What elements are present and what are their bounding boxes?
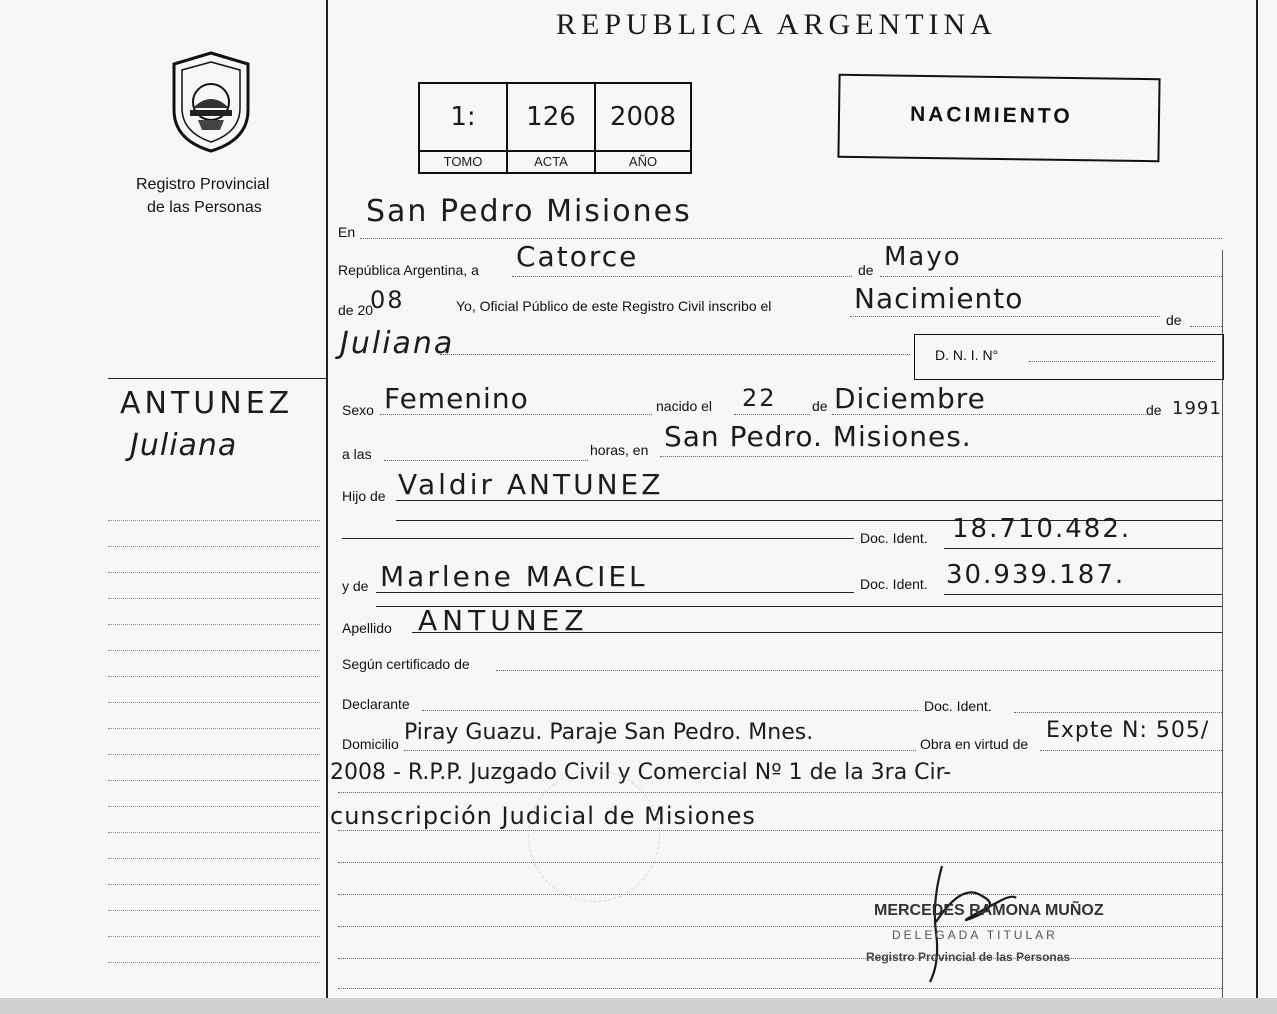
margin-rule	[108, 910, 320, 911]
year-value: 08	[370, 286, 405, 314]
de-label-birth-year: de	[1146, 402, 1162, 418]
margin-rule	[108, 806, 320, 807]
margin-rule	[108, 572, 320, 573]
birth-day-line	[734, 414, 810, 415]
blank-rule	[338, 894, 1222, 895]
en-label: En	[338, 224, 356, 240]
declarante-label: Declarante	[342, 696, 410, 712]
year-prefix-label: de 20	[338, 302, 374, 318]
ano-cell	[596, 84, 690, 172]
father-doc-line	[944, 548, 1222, 549]
alas-label: a las	[342, 446, 372, 462]
continuation-line2: cunscripción Judicial de Misiones	[330, 802, 756, 830]
margin-rule	[108, 728, 320, 729]
mother-name-value: Marlene MACIEL	[380, 560, 648, 593]
yde-label: y de	[342, 578, 369, 594]
month-line	[880, 276, 1222, 277]
acta-value: 126	[526, 102, 576, 132]
segun-line	[496, 670, 1222, 671]
father-doc-left-line	[342, 538, 854, 539]
en-line	[360, 238, 1222, 239]
margin-rule	[108, 936, 320, 937]
record-type-box	[837, 74, 1160, 162]
right-edge-line	[1256, 0, 1258, 1000]
handwritten-signature	[912, 862, 1022, 986]
father-name-line	[396, 500, 1222, 501]
margin-rule	[108, 858, 320, 859]
doc-ident-label-declarante: Doc. Ident.	[924, 698, 992, 714]
continuation-rule1	[338, 792, 1222, 793]
birth-place-value: San Pedro. Misiones.	[664, 420, 972, 453]
margin-note-box-top	[108, 378, 326, 379]
apellido-label: Apellido	[342, 620, 392, 636]
official-office: Registro Provincial de las Personas	[866, 950, 1071, 964]
continuation-rule2	[338, 830, 1222, 831]
margin-rule	[108, 650, 320, 651]
birth-month-value: Diciembre	[834, 382, 986, 415]
birth-day-value: 22	[742, 384, 777, 412]
acta-label: ACTA	[508, 150, 594, 172]
obra-value: Expte N: 505/	[1046, 718, 1210, 743]
dni-line	[1029, 361, 1215, 362]
en-place-value: San Pedro Misiones	[366, 194, 692, 229]
margin-rule	[108, 520, 320, 521]
declarante-doc-line	[1014, 712, 1222, 713]
father-doc-value: 18.710.482.	[952, 514, 1132, 544]
mother-doc-value: 30.939.187.	[946, 560, 1126, 590]
ano-value: 2008	[609, 102, 677, 132]
obra-label: Obra en virtud de	[920, 736, 1029, 752]
margin-rule	[108, 702, 320, 703]
de-label-month: de	[858, 262, 874, 278]
dni-label: D. N. I. N°	[935, 347, 999, 363]
official-name: MERCEDES RAMONA MUÑOZ	[874, 902, 1104, 919]
doc-ident-label-father: Doc. Ident.	[860, 530, 928, 546]
blank-rule	[338, 958, 1222, 959]
dni-box	[914, 334, 1224, 380]
child-name-value: Juliana	[340, 326, 455, 361]
left-column-divider	[326, 0, 328, 1000]
mother-name-line	[376, 592, 854, 593]
sexo-label: Sexo	[342, 402, 374, 418]
blank-rule	[338, 988, 1222, 989]
birth-month-line	[832, 414, 1146, 415]
sexo-value: Femenino	[384, 382, 529, 415]
country-title: REPUBLICA ARGENTINA	[556, 8, 997, 41]
margin-note-surname: ANTUNEZ	[120, 386, 294, 421]
tomo-cell	[420, 84, 508, 172]
segun-label: Según certificado de	[342, 656, 470, 672]
mother-doc-line	[944, 594, 1222, 595]
blank-rule	[338, 926, 1222, 927]
official-title: DELEGADA TITULAR	[892, 928, 1058, 942]
faint-official-stamp	[528, 770, 660, 902]
tomo-value: 1:	[450, 102, 476, 132]
margin-rule	[108, 962, 320, 963]
margin-rule	[108, 676, 320, 677]
provincial-seal-emblem	[168, 50, 254, 154]
father-name-value: Valdir ANTUNEZ	[398, 468, 664, 501]
domicilio-value: Piray Guazu. Paraje San Pedro. Mnes.	[404, 720, 814, 745]
apellido-line	[412, 632, 1222, 633]
margin-rule	[108, 598, 320, 599]
margin-rule	[108, 780, 320, 781]
margin-rule	[108, 546, 320, 547]
ano-label: AÑO	[596, 150, 690, 172]
record-type-label: NACIMIENTO	[909, 102, 1073, 129]
horas-label: horas, en	[590, 442, 649, 458]
registry-name-line2: de las Personas	[147, 199, 262, 216]
tomo-label: TOMO	[420, 150, 506, 172]
day-line	[512, 276, 852, 277]
hijo-label: Hijo de	[342, 488, 386, 504]
margin-rule	[108, 884, 320, 885]
child-name-line	[440, 354, 910, 355]
nacido-label: nacido el	[656, 398, 713, 414]
page-bottom-edge	[0, 998, 1277, 1014]
registry-name-line1: Registro Provincial	[136, 176, 270, 193]
continuation-line1: 2008 - R.P.P. Juzgado Civil y Comercial Nº 1 de la 3ra Cir-	[330, 760, 952, 785]
margin-rule	[108, 832, 320, 833]
birth-year-value: 1991	[1172, 398, 1222, 419]
domicilio-label: Domicilio	[342, 736, 399, 752]
inscribo-value: Nacimiento	[854, 282, 1024, 315]
apellido-value: ANTUNEZ	[418, 604, 589, 637]
oficial-statement: Yo, Oficial Público de este Registro Civil inscribo el	[456, 298, 772, 314]
declarante-line	[422, 710, 918, 711]
de-label-birth-month: de	[812, 398, 828, 414]
month-value: Mayo	[884, 242, 962, 272]
domicilio-line	[404, 750, 916, 751]
hour-line	[384, 460, 588, 461]
obra-line	[1040, 750, 1222, 751]
day-value: Catorce	[516, 240, 639, 273]
record-number-table	[418, 82, 692, 174]
acta-cell	[508, 84, 596, 172]
de-name-line	[1190, 326, 1222, 327]
blank-rule	[338, 862, 1222, 863]
republica-label: República Argentina, a	[338, 262, 479, 278]
doc-ident-label-mother: Doc. Ident.	[860, 576, 928, 592]
sexo-line	[380, 414, 652, 415]
margin-rule	[108, 624, 320, 625]
birth-place-line	[660, 456, 1222, 457]
de-label-name: de	[1166, 312, 1182, 328]
margin-rule	[108, 754, 320, 755]
margin-note-given-name: Juliana	[130, 428, 238, 463]
inscribo-line	[850, 316, 1160, 317]
